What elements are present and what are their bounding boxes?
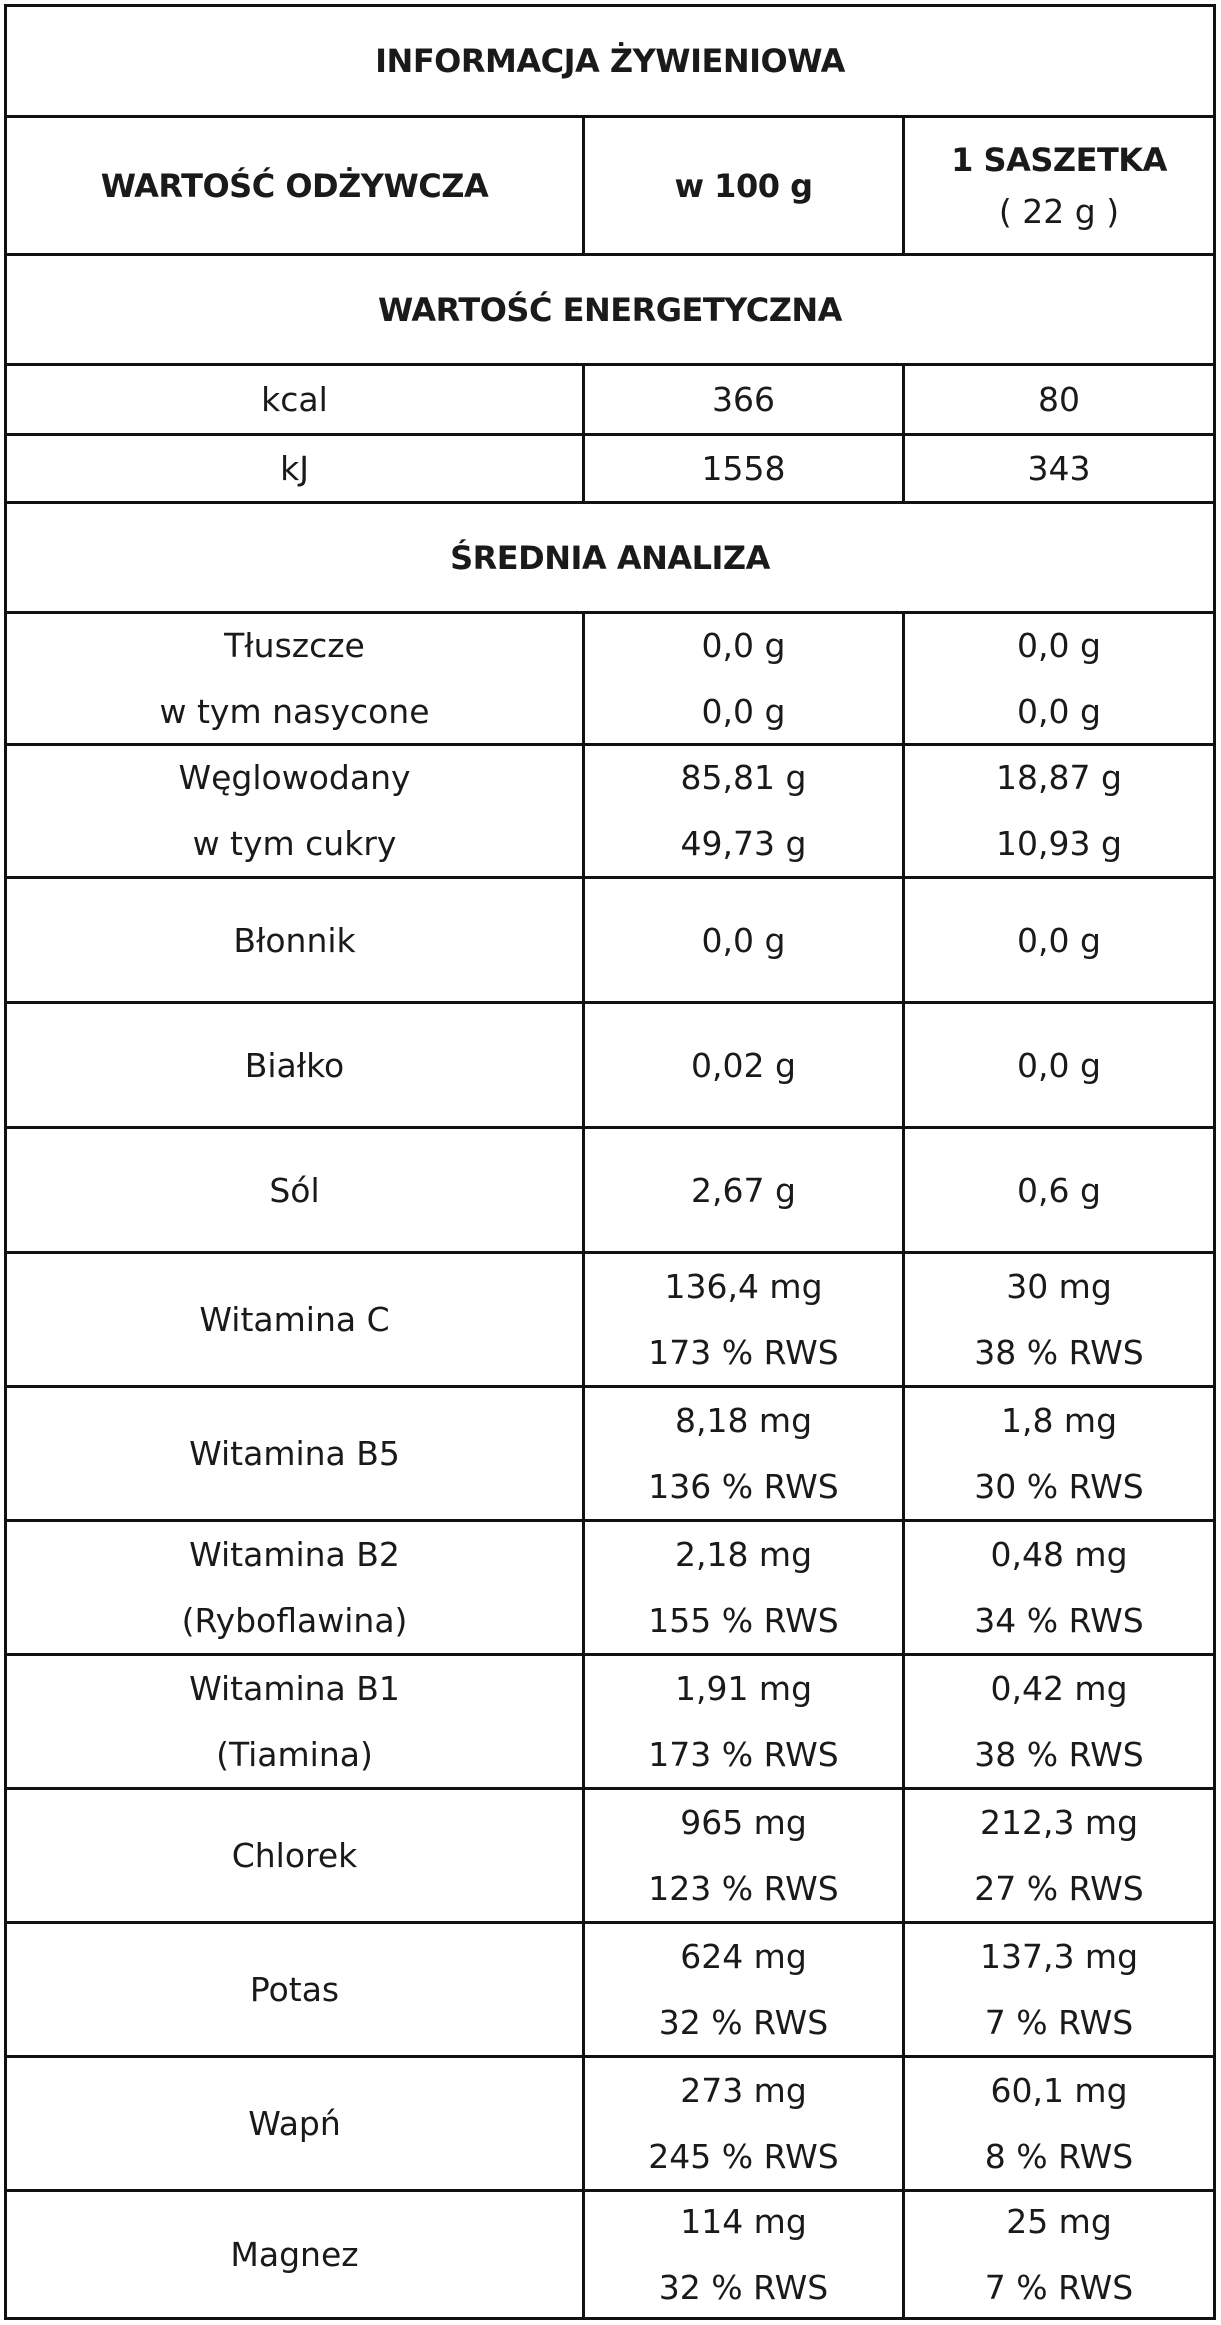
value-line: 173 % RWS (648, 1332, 839, 1372)
nutrient-label (7, 614, 582, 743)
nutrient-label: Chlorek (231, 1836, 358, 1875)
value-line: 173 % RWS (648, 1734, 839, 1774)
energy-section-row (7, 256, 1213, 366)
table-row (7, 1656, 1213, 1790)
value-per-100g: 2,67 g (582, 1129, 902, 1251)
column-header-row (7, 118, 1213, 256)
value-line: 245 % RWS (648, 2136, 839, 2176)
value-per-sachet (902, 746, 1213, 876)
value-line: 10,93 g (996, 824, 1122, 863)
table-row (7, 746, 1213, 879)
table-row (7, 1129, 1213, 1254)
table-row (7, 1522, 1213, 1656)
table-row (7, 366, 1213, 436)
value-per-sachet: 0,6 g (902, 1129, 1213, 1251)
energy-per-sachet: 343 (902, 436, 1213, 501)
nutrient-label-line: (Ryboflawina) (181, 1600, 408, 1640)
value-per-100g (582, 1254, 902, 1385)
energy-per-100g: 366 (582, 366, 902, 433)
value-line: 18,87 g (996, 758, 1122, 797)
value-line: 0,0 g (1017, 691, 1101, 731)
nutrient-label-line: w tym nasycone (159, 691, 430, 731)
table-row (7, 1388, 1213, 1522)
header-nutrient: WARTOŚĆ ODŻYWCZA (100, 166, 489, 205)
header-per-sachet (902, 118, 1213, 253)
value-line: 49,73 g (680, 824, 807, 863)
value-line: 136,4 mg (664, 1266, 823, 1306)
analysis-section-row (7, 504, 1213, 614)
nutrient-label: Magnez (230, 2235, 359, 2274)
value-line: 0,48 mg (990, 1534, 1128, 1574)
value-line: 965 mg (680, 1802, 807, 1842)
value-per-100g (582, 1656, 902, 1787)
value-per-sachet: 0,0 g (902, 879, 1213, 1001)
nutrient-label: Sól (269, 1170, 320, 1210)
nutrient-label: Białko (244, 1045, 345, 1085)
nutrient-label-line: Węglowodany (178, 758, 411, 797)
table-title: INFORMACJA ŻYWIENIOWA (375, 42, 845, 80)
value-line: 27 % RWS (974, 1868, 1144, 1908)
value-per-sachet (902, 1924, 1213, 2055)
nutrient-label-line: w tym cukry (192, 824, 397, 863)
value-line: 1,91 mg (674, 1668, 813, 1708)
nutrient-label: Potas (249, 1970, 340, 2009)
energy-section-title: WARTOŚĆ ENERGETYCZNA (378, 290, 842, 329)
value-per-sachet (902, 2058, 1213, 2189)
header-sachet-weight: ( 22 g ) (998, 191, 1120, 231)
energy-per-100g: 1558 (582, 436, 902, 501)
value-per-sachet (902, 1656, 1213, 1787)
value-per-100g: 0,0 g (582, 879, 902, 1001)
table-row (7, 879, 1213, 1004)
nutrition-table (4, 4, 1216, 2320)
value-line: 60,1 mg (990, 2070, 1128, 2110)
value-line: 32 % RWS (658, 2002, 829, 2042)
value-per-100g (582, 1924, 902, 2055)
nutrient-label-line: Witamina B2 (189, 1534, 400, 1574)
header-sachet-label: 1 SASZETKA (951, 140, 1167, 179)
value-line: 0,0 g (701, 625, 786, 665)
value-line: 30 mg (1006, 1266, 1112, 1306)
energy-label: kcal (261, 380, 328, 419)
value-line: 25 mg (1006, 2201, 1112, 2241)
table-row (7, 436, 1213, 504)
value-line: 38 % RWS (974, 1734, 1144, 1774)
value-line: 85,81 g (680, 758, 807, 797)
nutrient-label: Błonnik (233, 920, 356, 960)
value-per-100g (582, 1790, 902, 1921)
value-line: 273 mg (680, 2070, 807, 2110)
value-line: 137,3 mg (979, 1936, 1139, 1976)
value-per-sachet (902, 1388, 1213, 1519)
value-per-sachet (902, 1790, 1213, 1921)
value-per-sachet: 0,0 g (902, 1004, 1213, 1126)
value-line: 7 % RWS (984, 2267, 1134, 2307)
analysis-section-title: ŚREDNIA ANALIZA (450, 538, 770, 577)
table-row (7, 2058, 1213, 2192)
value-line: 8,18 mg (674, 1400, 813, 1440)
value-line: 32 % RWS (658, 2267, 829, 2307)
table-row (7, 1790, 1213, 1924)
table-row (7, 2192, 1213, 2317)
value-per-100g (582, 1388, 902, 1519)
value-per-100g (582, 746, 902, 876)
value-per-100g: 0,02 g (582, 1004, 902, 1126)
value-line: 0,0 g (701, 691, 786, 731)
energy-label: kJ (280, 449, 309, 488)
nutrient-label (7, 1522, 582, 1653)
nutrient-label-line: Witamina B1 (189, 1668, 400, 1708)
value-per-sachet (902, 614, 1213, 743)
value-line: 7 % RWS (984, 2002, 1134, 2042)
value-line: 2,18 mg (674, 1534, 813, 1574)
nutrient-label (7, 746, 582, 876)
nutrient-label: Witamina B5 (189, 1434, 400, 1473)
nutrient-label-line: Tłuszcze (224, 625, 365, 665)
table-row (7, 614, 1213, 746)
value-line: 38 % RWS (974, 1332, 1144, 1372)
header-per-100g: w 100 g (582, 118, 902, 253)
value-per-100g (582, 614, 902, 743)
value-line: 0,42 mg (990, 1668, 1128, 1708)
nutrient-label (7, 1656, 582, 1787)
value-line: 30 % RWS (974, 1466, 1144, 1506)
value-per-sachet (902, 1254, 1213, 1385)
value-line: 1,8 mg (1000, 1400, 1118, 1440)
value-per-100g (582, 1522, 902, 1653)
value-per-100g (582, 2192, 902, 2317)
value-line: 8 % RWS (984, 2136, 1134, 2176)
value-per-100g (582, 2058, 902, 2189)
value-line: 34 % RWS (974, 1600, 1144, 1640)
table-row (7, 1254, 1213, 1388)
value-line: 155 % RWS (648, 1600, 839, 1640)
value-per-sachet (902, 1522, 1213, 1653)
value-line: 212,3 mg (979, 1802, 1139, 1842)
value-line: 0,0 g (1017, 625, 1101, 665)
nutrient-label: Witamina C (199, 1300, 390, 1339)
table-row (7, 1004, 1213, 1129)
energy-per-sachet: 80 (902, 366, 1213, 433)
nutrient-label: Wapń (248, 2104, 341, 2143)
value-line: 624 mg (680, 1936, 807, 1976)
table-row (7, 1924, 1213, 2058)
table-title-row (7, 7, 1213, 118)
value-per-sachet (902, 2192, 1213, 2317)
nutrient-label-line: (Tiamina) (216, 1734, 373, 1774)
value-line: 123 % RWS (648, 1868, 839, 1908)
value-line: 136 % RWS (648, 1466, 839, 1506)
value-line: 114 mg (680, 2201, 807, 2241)
